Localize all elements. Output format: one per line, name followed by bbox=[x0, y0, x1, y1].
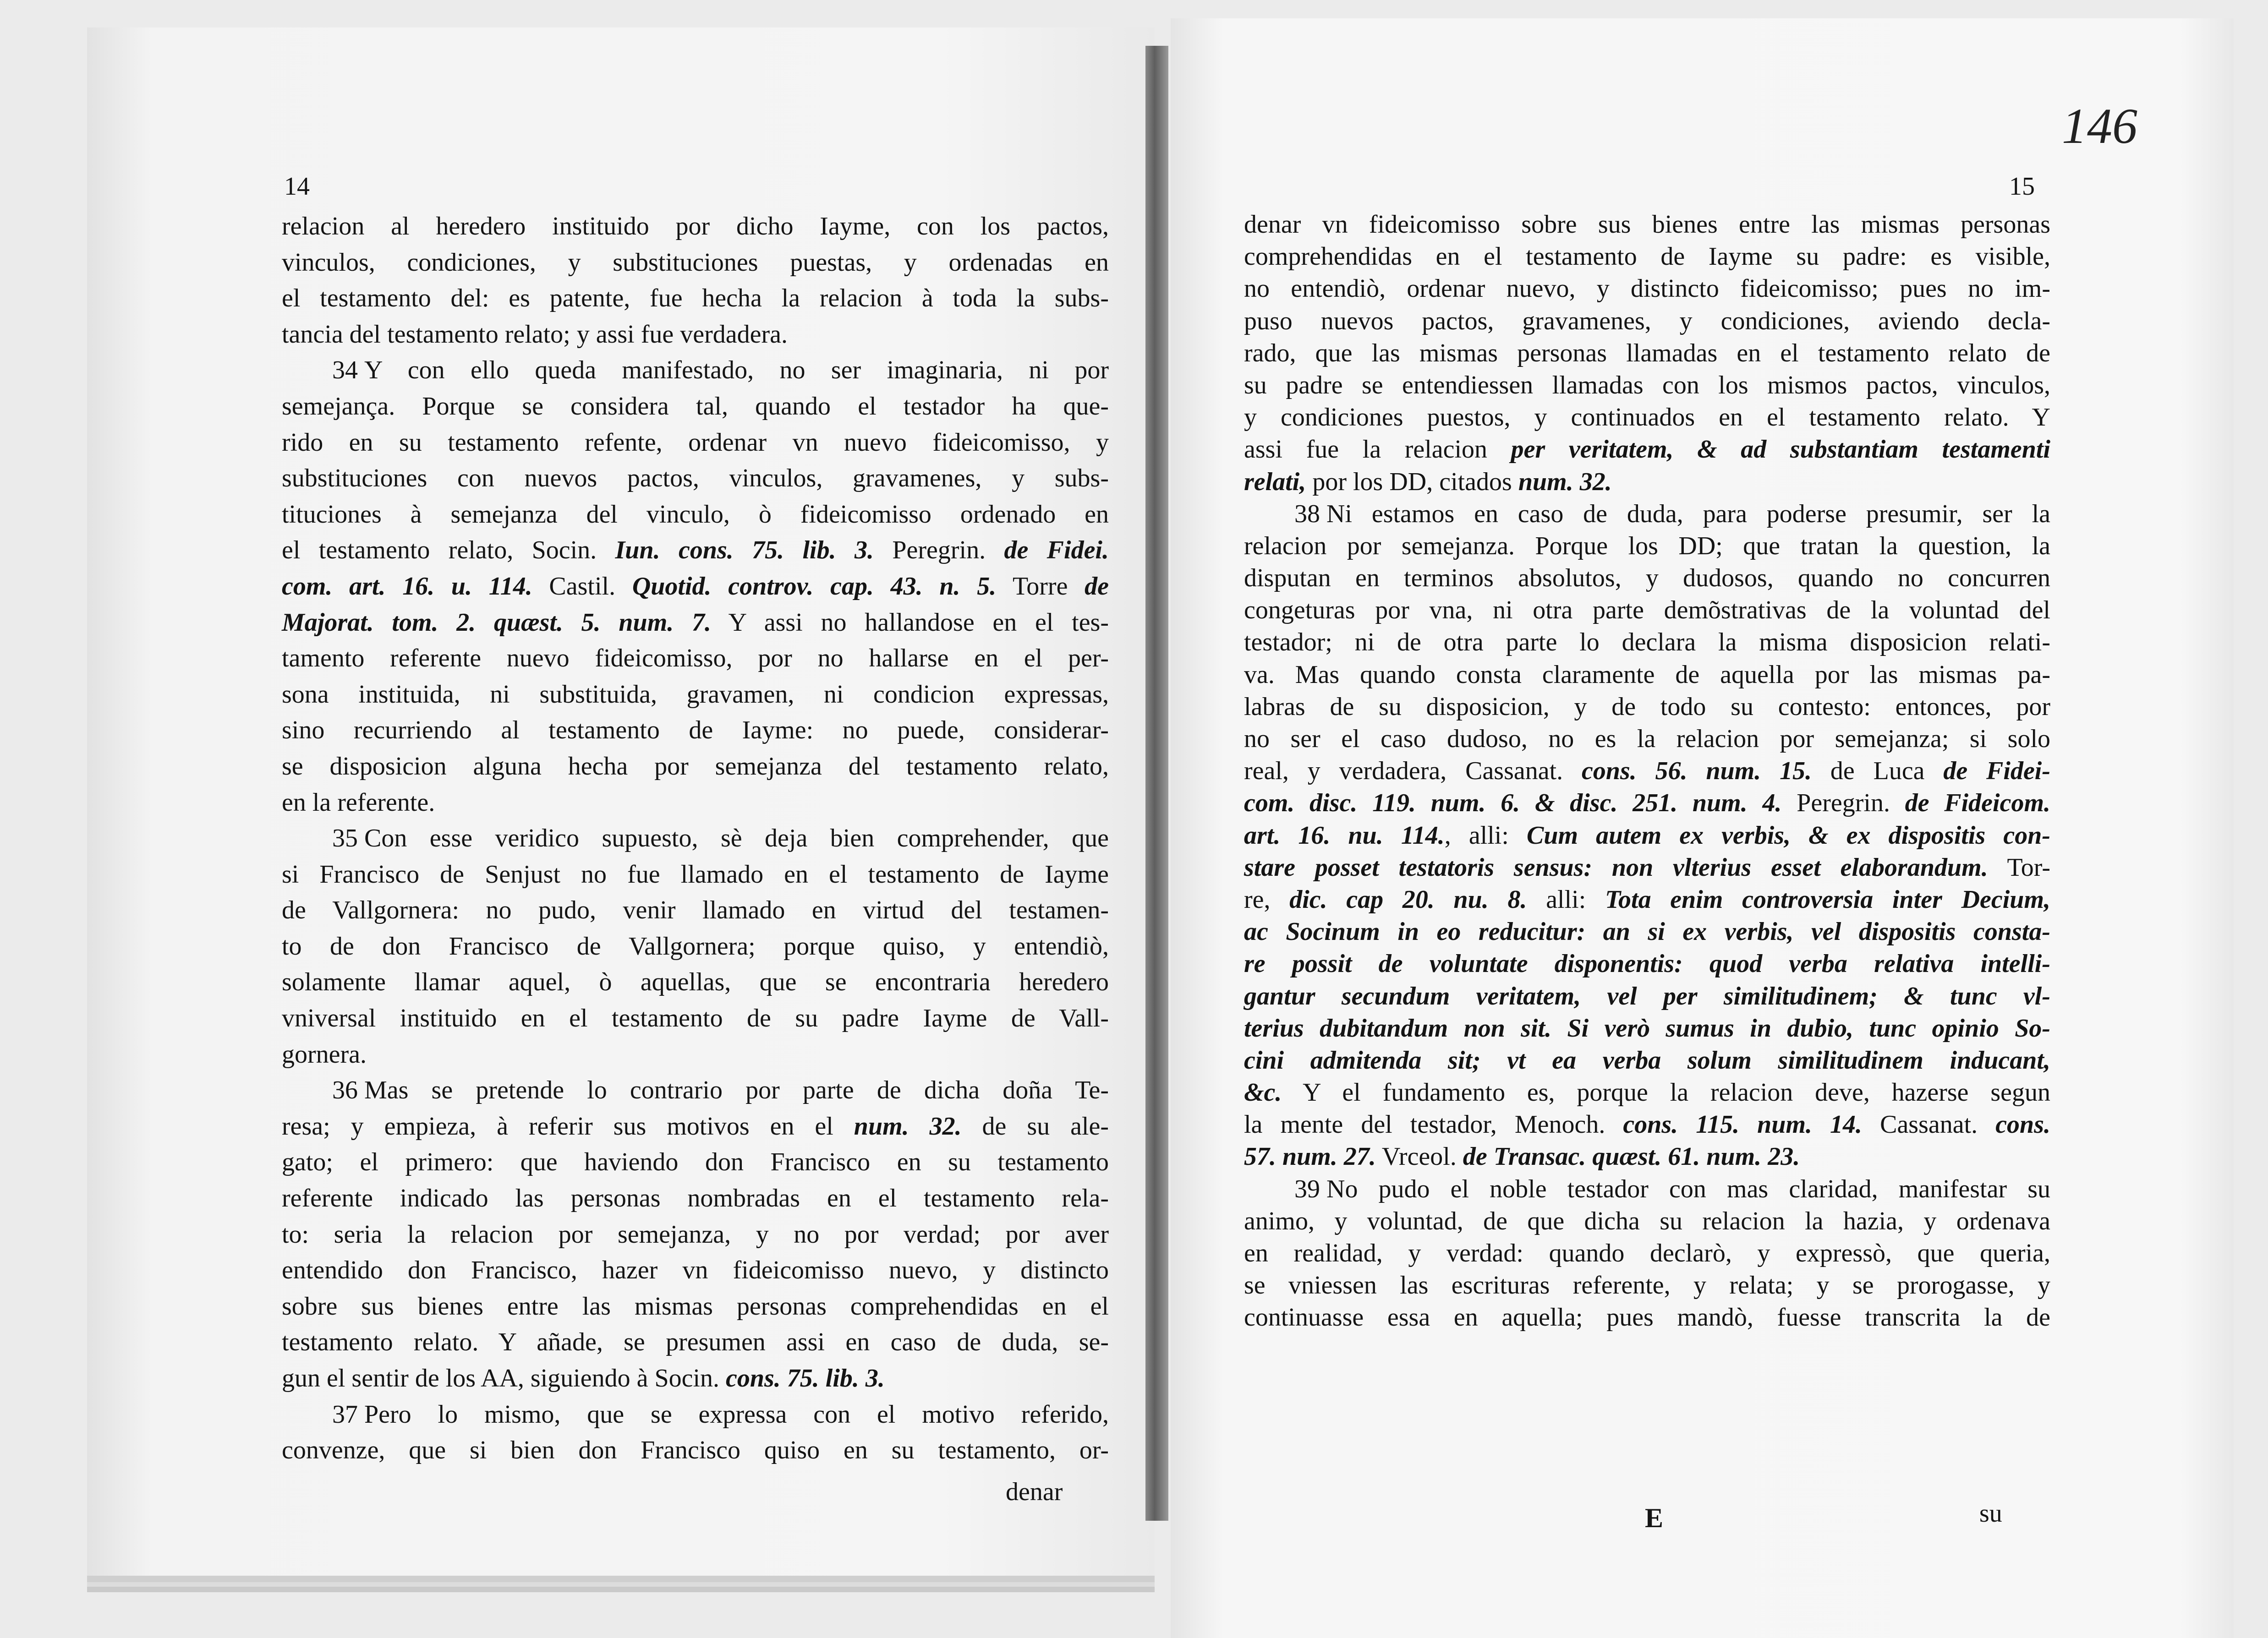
text-run: continuasse essa en aquella; pues mandò, fuesse transcrita la de bbox=[1244, 1303, 2050, 1332]
text-run: va. Mas quando consta claramente de aquella por las mismas pa- bbox=[1244, 660, 2050, 689]
italic-citation: num. 32. bbox=[1518, 467, 1612, 496]
italic-citation: 57. num. 27. bbox=[1244, 1142, 1376, 1171]
text-run: semejança. Porque se considera tal, quando el testador ha que- bbox=[282, 392, 1109, 420]
text-line bbox=[282, 1217, 1109, 1253]
italic-citation: com. art. 16. u. 114. bbox=[282, 572, 532, 601]
text-line bbox=[1244, 884, 2050, 916]
text-line bbox=[282, 568, 1109, 605]
text-run: sino recurriendo al testamento de Iayme: no puede, considerar- bbox=[282, 716, 1109, 745]
text-run: Vrceol. bbox=[1375, 1142, 1463, 1171]
text-run: si Francisco de Senjust no fue llamado en el testamento de Iayme bbox=[282, 860, 1109, 889]
italic-citation: de bbox=[1085, 572, 1109, 601]
italic-citation: cons. 75. lib. 3. bbox=[726, 1364, 885, 1392]
text-run: el testamento relato, Socin. bbox=[282, 536, 615, 565]
text-run: vniversal instituido en el testamento de su padre Iayme de Vall- bbox=[282, 1004, 1109, 1033]
text-line bbox=[1244, 980, 2050, 1012]
text-line bbox=[282, 208, 1109, 245]
text-line bbox=[282, 928, 1109, 965]
text-line bbox=[282, 532, 1109, 568]
text-run: referente indicado las personas nombradas en el testamento rela- bbox=[282, 1184, 1109, 1213]
text-run: congeturas por vna, ni otra parte demõstrativas de la voluntad del bbox=[1244, 596, 2050, 625]
italic-citation: cons. 56. num. 15. bbox=[1582, 757, 1812, 786]
text-line bbox=[282, 1037, 1109, 1073]
text-run: en la referente. bbox=[282, 788, 435, 817]
text-run: Y con ello queda manifestado, no ser imaginaria, ni por bbox=[364, 356, 1109, 385]
text-run: se disposicion alguna hecha por semejanza del testamento relato, bbox=[282, 752, 1109, 781]
text-line bbox=[282, 497, 1109, 533]
text-run: gornera. bbox=[282, 1040, 367, 1069]
italic-citation: Iun. cons. 75. lib. 3. bbox=[615, 536, 874, 565]
paragraph-number: 38 bbox=[1294, 499, 1320, 528]
text-line bbox=[282, 425, 1109, 461]
book-gutter bbox=[1145, 46, 1168, 1521]
italic-citation: relati, bbox=[1244, 467, 1306, 496]
text-run: alli: bbox=[1527, 885, 1605, 914]
text-line bbox=[1244, 369, 2050, 401]
text-run: solamente llamar aquel, ò aquellas, que se encontraria heredero bbox=[282, 968, 1109, 997]
italic-citation: &c. bbox=[1244, 1078, 1282, 1107]
text-line bbox=[1244, 723, 2050, 755]
text-line bbox=[282, 280, 1109, 317]
text-line bbox=[1244, 466, 2050, 498]
text-run: tituciones à semejanza del vinculo, ò fideicomisso ordenado en bbox=[282, 500, 1109, 529]
italic-citation: dic. cap 20. nu. 8. bbox=[1289, 885, 1527, 914]
text-line bbox=[282, 785, 1109, 821]
italic-citation: de Fideicom. bbox=[1905, 789, 2051, 818]
left-page-number: 14 bbox=[284, 172, 310, 201]
text-line bbox=[282, 1144, 1109, 1180]
text-line bbox=[1244, 755, 2050, 787]
text-run: su padre se entendiessen llamadas con los mismos pactos, vinculos, bbox=[1244, 371, 2050, 399]
text-run: rado, que las mismas personas llamadas en el testamento relato de bbox=[1244, 339, 2050, 367]
text-line bbox=[1244, 240, 2050, 273]
text-run: no entendiò, ordenar nuevo, y distincto fideicomisso; pues no im- bbox=[1244, 274, 2050, 303]
text-run: denar vn fideicomisso sobre sus bienes entre las mismas personas bbox=[1244, 210, 2050, 239]
text-run: entendido don Francisco, hazer vn fideicomisso nuevo, y distincto bbox=[282, 1256, 1109, 1285]
text-line bbox=[282, 892, 1109, 928]
text-run: animo, y voluntad, de que dicha su relacion la hazia, y ordenava bbox=[1244, 1207, 2050, 1235]
italic-citation: de Transac. quæst. 61. num. 23. bbox=[1463, 1142, 1800, 1171]
text-line bbox=[1244, 1269, 2050, 1301]
text-line bbox=[1244, 1076, 2050, 1108]
text-line bbox=[1244, 305, 2050, 337]
text-run: real, y verdadera, Cassanat. bbox=[1244, 757, 1582, 786]
text-run: Y el fundamento es, porque la relacion deve, hazerse segun bbox=[1282, 1078, 2050, 1107]
text-run: Peregrin. bbox=[873, 536, 1004, 565]
text-line bbox=[282, 677, 1109, 713]
text-line bbox=[282, 1360, 1109, 1397]
text-run: assi fue la relacion bbox=[1244, 435, 1511, 464]
text-run: puso nuevos pactos, gravamenes, y condiciones, aviendo decla- bbox=[1244, 306, 2050, 335]
text-run: disputan en terminos absolutos, y dudosos, quando no concurren bbox=[1244, 564, 2050, 593]
text-run: No pudo el noble testador con mas claridad, manifestar su bbox=[1326, 1174, 2050, 1203]
left-page-text bbox=[282, 208, 1109, 1469]
text-line bbox=[282, 748, 1109, 785]
text-line bbox=[1244, 659, 2050, 691]
text-run: testamento relato. Y añade, se presumen assi en caso de duda, se- bbox=[282, 1328, 1109, 1357]
text-run: el testamento del: es patente, fue hecha la relacion à toda la subs- bbox=[282, 284, 1109, 313]
text-run: relacion al heredero instituido por dicho Iayme, con los pactos, bbox=[282, 212, 1109, 240]
italic-citation: per veritatem, & ad substantiam testamenti bbox=[1511, 435, 2051, 464]
italic-citation: gantur secundum veritatem, vel per similitudinem; & tunc vl- bbox=[1244, 982, 2050, 1010]
italic-citation: com. disc. 119. num. 6. & disc. 251. num. 4. bbox=[1244, 789, 1782, 818]
text-run: Con esse veridico supuesto, sè deja bien comprehender, que bbox=[364, 824, 1109, 853]
text-line bbox=[1244, 1141, 2050, 1173]
text-run: Mas se pretende lo contrario por parte de dicha doña Te- bbox=[364, 1076, 1109, 1105]
text-line bbox=[1244, 401, 2050, 433]
text-run: no ser el caso dudoso, no es la relacion por semejanza; si solo bbox=[1244, 725, 2050, 753]
text-line bbox=[1244, 530, 2050, 562]
text-run: y condiciones puestos, y continuados en el testamento relato. Y bbox=[1244, 403, 2050, 432]
text-line bbox=[1244, 787, 2050, 819]
right-page-number: 15 bbox=[2009, 172, 2035, 201]
italic-citation: Majorat. tom. 2. quæst. 5. num. 7. bbox=[282, 608, 711, 637]
paragraph-number: 34 bbox=[332, 356, 358, 385]
italic-citation: Cum autem ex verbis, & ex dispositis con- bbox=[1526, 821, 2050, 850]
text-line bbox=[1244, 1301, 2050, 1333]
text-line bbox=[1244, 1108, 2050, 1141]
handwritten-folio-number: 146 bbox=[2062, 98, 2137, 154]
italic-citation: stare posset testatoris sensus: non vlterius esset elaborandum. bbox=[1244, 853, 1988, 882]
text-line bbox=[1244, 691, 2050, 723]
italic-citation: Tota enim controversia inter Decium, bbox=[1605, 885, 2051, 914]
text-line bbox=[282, 1432, 1109, 1469]
text-run: Y assi no hallandose en el tes- bbox=[711, 608, 1109, 637]
text-line bbox=[282, 245, 1109, 281]
text-line bbox=[1244, 594, 2050, 626]
text-line bbox=[1244, 1012, 2050, 1044]
text-run: Torre bbox=[996, 572, 1085, 601]
italic-citation: ac Socinum in eo reducitur: an si ex verbis, vel dispositis consta- bbox=[1244, 917, 2050, 946]
text-run: Peregrin. bbox=[1781, 789, 1905, 818]
text-run: de Vallgornera: no pudo, venir llamado en virtud del testamen- bbox=[282, 896, 1109, 925]
text-run: sobre sus bienes entre las mismas personas comprehendidas en el bbox=[282, 1292, 1109, 1321]
text-line bbox=[1244, 1044, 2050, 1076]
text-run: to de don Francisco de Vallgornera; porque quiso, y entendiò, bbox=[282, 932, 1109, 961]
text-run: , alli: bbox=[1444, 821, 1527, 850]
italic-citation: num. 32. bbox=[854, 1112, 962, 1141]
text-run: vinculos, condiciones, y substituciones puestas, y ordenadas en bbox=[282, 248, 1109, 277]
paragraph-number: 36 bbox=[332, 1076, 358, 1105]
text-run: comprehendidas en el testamento de Iayme su padre: es visible, bbox=[1244, 242, 2050, 271]
text-line bbox=[282, 1289, 1109, 1325]
text-run: Cassanat. bbox=[1862, 1110, 1996, 1139]
text-line bbox=[282, 1252, 1109, 1289]
text-run: rido en su testamento refente, ordenar vn nuevo fideicomisso, y bbox=[282, 428, 1109, 457]
text-line bbox=[282, 605, 1109, 641]
text-run: la mente del testador, Menoch. bbox=[1244, 1110, 1623, 1139]
text-line bbox=[282, 317, 1109, 353]
text-run: Tor- bbox=[1988, 853, 2050, 882]
text-run: sona instituida, ni substituida, gravamen, ni condicion expressas, bbox=[282, 680, 1109, 709]
italic-citation: Quotid. controv. cap. 43. n. 5. bbox=[632, 572, 997, 601]
text-line bbox=[1244, 948, 2050, 980]
right-catchword: su bbox=[1979, 1499, 2002, 1528]
text-run: gato; el primero: que haviendo don Francisco en su testamento bbox=[282, 1148, 1109, 1177]
text-run: labras de su disposicion, y de todo su contesto: entonces, por bbox=[1244, 692, 2050, 721]
text-run: convenze, que si bien don Francisco quiso en su testamento, or- bbox=[282, 1436, 1109, 1465]
text-run: de su ale- bbox=[961, 1112, 1109, 1141]
text-line bbox=[282, 1397, 1109, 1433]
text-line bbox=[1244, 626, 2050, 658]
text-run: tancia del testamento relato; y assi fue verdadera. bbox=[282, 320, 788, 349]
text-line bbox=[1244, 433, 2050, 465]
text-line bbox=[282, 388, 1109, 425]
italic-citation: cons. 115. num. 14. bbox=[1623, 1110, 1863, 1139]
text-line bbox=[1244, 852, 2050, 884]
text-run: substituciones con nuevos pactos, vinculos, gravamenes, y subs- bbox=[282, 464, 1109, 493]
text-line bbox=[282, 1324, 1109, 1360]
text-line bbox=[282, 820, 1109, 857]
text-line bbox=[282, 1000, 1109, 1037]
text-line bbox=[282, 352, 1109, 388]
italic-citation: de Fidei- bbox=[1943, 757, 2051, 786]
text-run: testador; ni de otra parte lo declara la misma disposicion relati- bbox=[1244, 628, 2050, 657]
text-run: Ni estamos en caso de duda, para poderse presumir, ser la bbox=[1326, 499, 2050, 528]
text-run: to: seria la relacion por semejanza, y no por verdad; por aver bbox=[282, 1220, 1109, 1249]
text-line bbox=[1244, 1205, 2050, 1237]
text-run: Pero lo mismo, que se expressa con el motivo referido, bbox=[364, 1400, 1109, 1429]
text-line bbox=[1244, 208, 2050, 240]
text-line bbox=[1244, 819, 2050, 852]
text-run: relacion por semejanza. Porque los DD; que tratan la question, la bbox=[1244, 531, 2050, 560]
text-line bbox=[282, 857, 1109, 893]
text-run: por los DD, citados bbox=[1306, 467, 1518, 496]
text-line bbox=[282, 460, 1109, 497]
text-run: de Luca bbox=[1812, 757, 1944, 786]
text-run: en realidad, y verdad: quando declarò, y expressò, que queria, bbox=[1244, 1239, 2050, 1267]
text-run: tamento referente nuevo fideicomisso, por no hallarse en el per- bbox=[282, 644, 1109, 673]
italic-citation: re possit de voluntate disponentis: quod verba relativa intelli- bbox=[1244, 950, 2050, 978]
italic-citation: cini admitenda sit; vt ea verba solum similitudinem inducant, bbox=[1244, 1046, 2050, 1075]
italic-citation: de Fidei. bbox=[1004, 536, 1109, 565]
right-page-text bbox=[1244, 208, 2050, 1334]
text-line bbox=[1244, 562, 2050, 594]
text-line bbox=[1244, 1237, 2050, 1269]
text-run: Castil. bbox=[532, 572, 632, 601]
text-line bbox=[1244, 498, 2050, 530]
text-line bbox=[282, 640, 1109, 677]
text-line bbox=[1244, 916, 2050, 948]
paragraph-number: 35 bbox=[332, 824, 358, 853]
signature-mark: E bbox=[1645, 1503, 1664, 1533]
text-run: resa; y empieza, à referir sus motivos en el bbox=[282, 1112, 854, 1141]
text-line bbox=[282, 1072, 1109, 1108]
text-line bbox=[282, 1180, 1109, 1217]
italic-citation: art. 16. nu. 114. bbox=[1244, 821, 1445, 850]
text-line bbox=[282, 964, 1109, 1000]
text-run: gun el sentir de los AA, siguiendo à Socin. bbox=[282, 1364, 726, 1392]
paragraph-number: 39 bbox=[1294, 1174, 1320, 1203]
left-catchword: denar bbox=[1006, 1478, 1063, 1506]
text-line bbox=[1244, 337, 2050, 369]
text-run: se vniessen las escrituras referente, y relata; y se prorogasse, y bbox=[1244, 1271, 2050, 1300]
italic-citation: cons. bbox=[1995, 1110, 2050, 1139]
text-run: re, bbox=[1244, 885, 1290, 914]
text-line bbox=[1244, 1173, 2050, 1205]
text-line bbox=[282, 1108, 1109, 1145]
italic-citation: terius dubitandum non sit. Si verò sumus in dubio, tunc opinio So- bbox=[1244, 1014, 2050, 1043]
text-line bbox=[282, 712, 1109, 748]
text-line bbox=[1244, 273, 2050, 305]
paragraph-number: 37 bbox=[332, 1400, 358, 1429]
